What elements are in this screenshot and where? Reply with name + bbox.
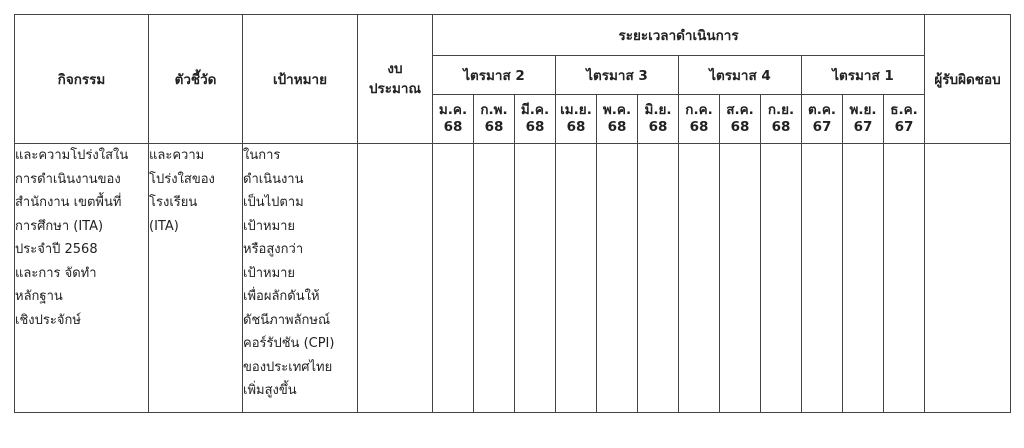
target-line: เพื่อผลักดันให้ [243,289,320,304]
month-year: 67 [853,119,873,135]
month-cell [802,144,843,413]
header-quarter: ไตรมาส 1 [802,56,925,95]
month-cell [433,144,474,413]
activity-cell [15,144,149,413]
month-year: 68 [771,119,791,135]
activity-line: การดำเนินงานของ [15,171,121,187]
table-row [15,144,1011,413]
target-line: ดัชนีภาพลักษณ์ [243,312,331,328]
header-month [884,95,925,144]
responsible-cell [925,144,1011,413]
header-activity: กิจกรรม [15,15,149,144]
month-name: ส.ค. [726,102,754,118]
month-name: เม.ย. [560,102,592,118]
header-quarter: ไตรมาส 2 [433,56,556,95]
month-name: มี.ค. [520,102,550,118]
header-month [433,95,474,144]
month-cell [515,144,556,413]
month-name: ก.ค. [685,102,713,118]
month-year: 68 [525,119,545,135]
month-name: ก.ย. [767,102,795,118]
header-month [802,95,843,144]
header-row-period [15,15,1011,56]
header-budget-line-2: ประมาณ [368,81,422,97]
target-line: เป็นไปตาม [243,195,304,210]
target-line: หรือสูงกว่า [243,242,304,257]
month-name: พ.ค. [602,102,632,118]
header-responsible: ผู้รับผิดชอบ [925,15,1011,144]
activity-line: ประจำปี 2568 [15,242,98,257]
month-year: 68 [607,119,627,135]
indicator-line: โรงเรียน [149,195,198,210]
activity-line: หลักฐาน [15,289,63,304]
header-month [720,95,761,144]
indicator-cell [149,144,243,413]
activity-line: เชิงประจักษ์ [15,312,81,328]
target-line: ดำเนินงาน [243,171,304,187]
header-month [515,95,556,144]
target-line: คอร์รัปชัน (CPI) [243,336,335,351]
header-month [474,95,515,144]
header-month [597,95,638,144]
header-month [638,95,679,144]
header-month [761,95,802,144]
month-cell [597,144,638,413]
month-year: 68 [689,119,709,135]
month-cell [556,144,597,413]
month-year: 68 [648,119,668,135]
target-cell [243,144,358,413]
indicator-line: (ITA) [149,218,179,234]
month-cell [884,144,925,413]
month-cell [720,144,761,413]
header-indicator: ตัวชี้วัด [149,15,243,144]
activity-line: และการ จัดทำ [15,265,97,281]
month-name: ก.พ. [480,102,508,118]
month-cell [638,144,679,413]
month-cell [843,144,884,413]
month-year: 68 [566,119,586,135]
month-name: ม.ค. [438,102,468,118]
activity-line: การศึกษา (ITA) [15,218,104,234]
header-quarter: ไตรมาส 4 [679,56,802,95]
indicator-line: และความ [149,148,205,163]
month-cell [679,144,720,413]
target-line: เป้าหมาย [243,218,296,234]
month-cell [474,144,515,413]
month-year: 67 [894,119,914,135]
header-budget-line-1: งบ [387,61,403,77]
target-line: เพิ่มสูงขึ้น [243,383,297,398]
activity-plan-table [14,14,1011,413]
month-year: 67 [812,119,832,135]
month-year: 68 [484,119,504,135]
target-line: ในการ [243,148,281,163]
header-budget [358,15,433,144]
target-line: ของประเทศไทย [243,359,333,375]
header-period: ระยะเวลาดำเนินการ [433,15,925,56]
indicator-line: โปร่งใสของ [149,171,215,187]
activity-line: และความโปร่งใสใน [15,148,129,163]
month-cell [761,144,802,413]
header-quarter: ไตรมาส 3 [556,56,679,95]
header-month [843,95,884,144]
header-target: เป้าหมาย [243,15,358,144]
header-month [556,95,597,144]
header-month [679,95,720,144]
activity-line: สำนักงาน เขตพื้นที่ [15,195,122,210]
month-year: 68 [443,119,463,135]
month-name: ต.ค. [807,102,837,118]
month-name: ธ.ค. [890,102,918,118]
target-line: เป้าหมาย [243,265,296,281]
month-year: 68 [730,119,750,135]
budget-cell [358,144,433,413]
month-name: มิ.ย. [644,102,672,118]
month-name: พ.ย. [849,102,877,118]
